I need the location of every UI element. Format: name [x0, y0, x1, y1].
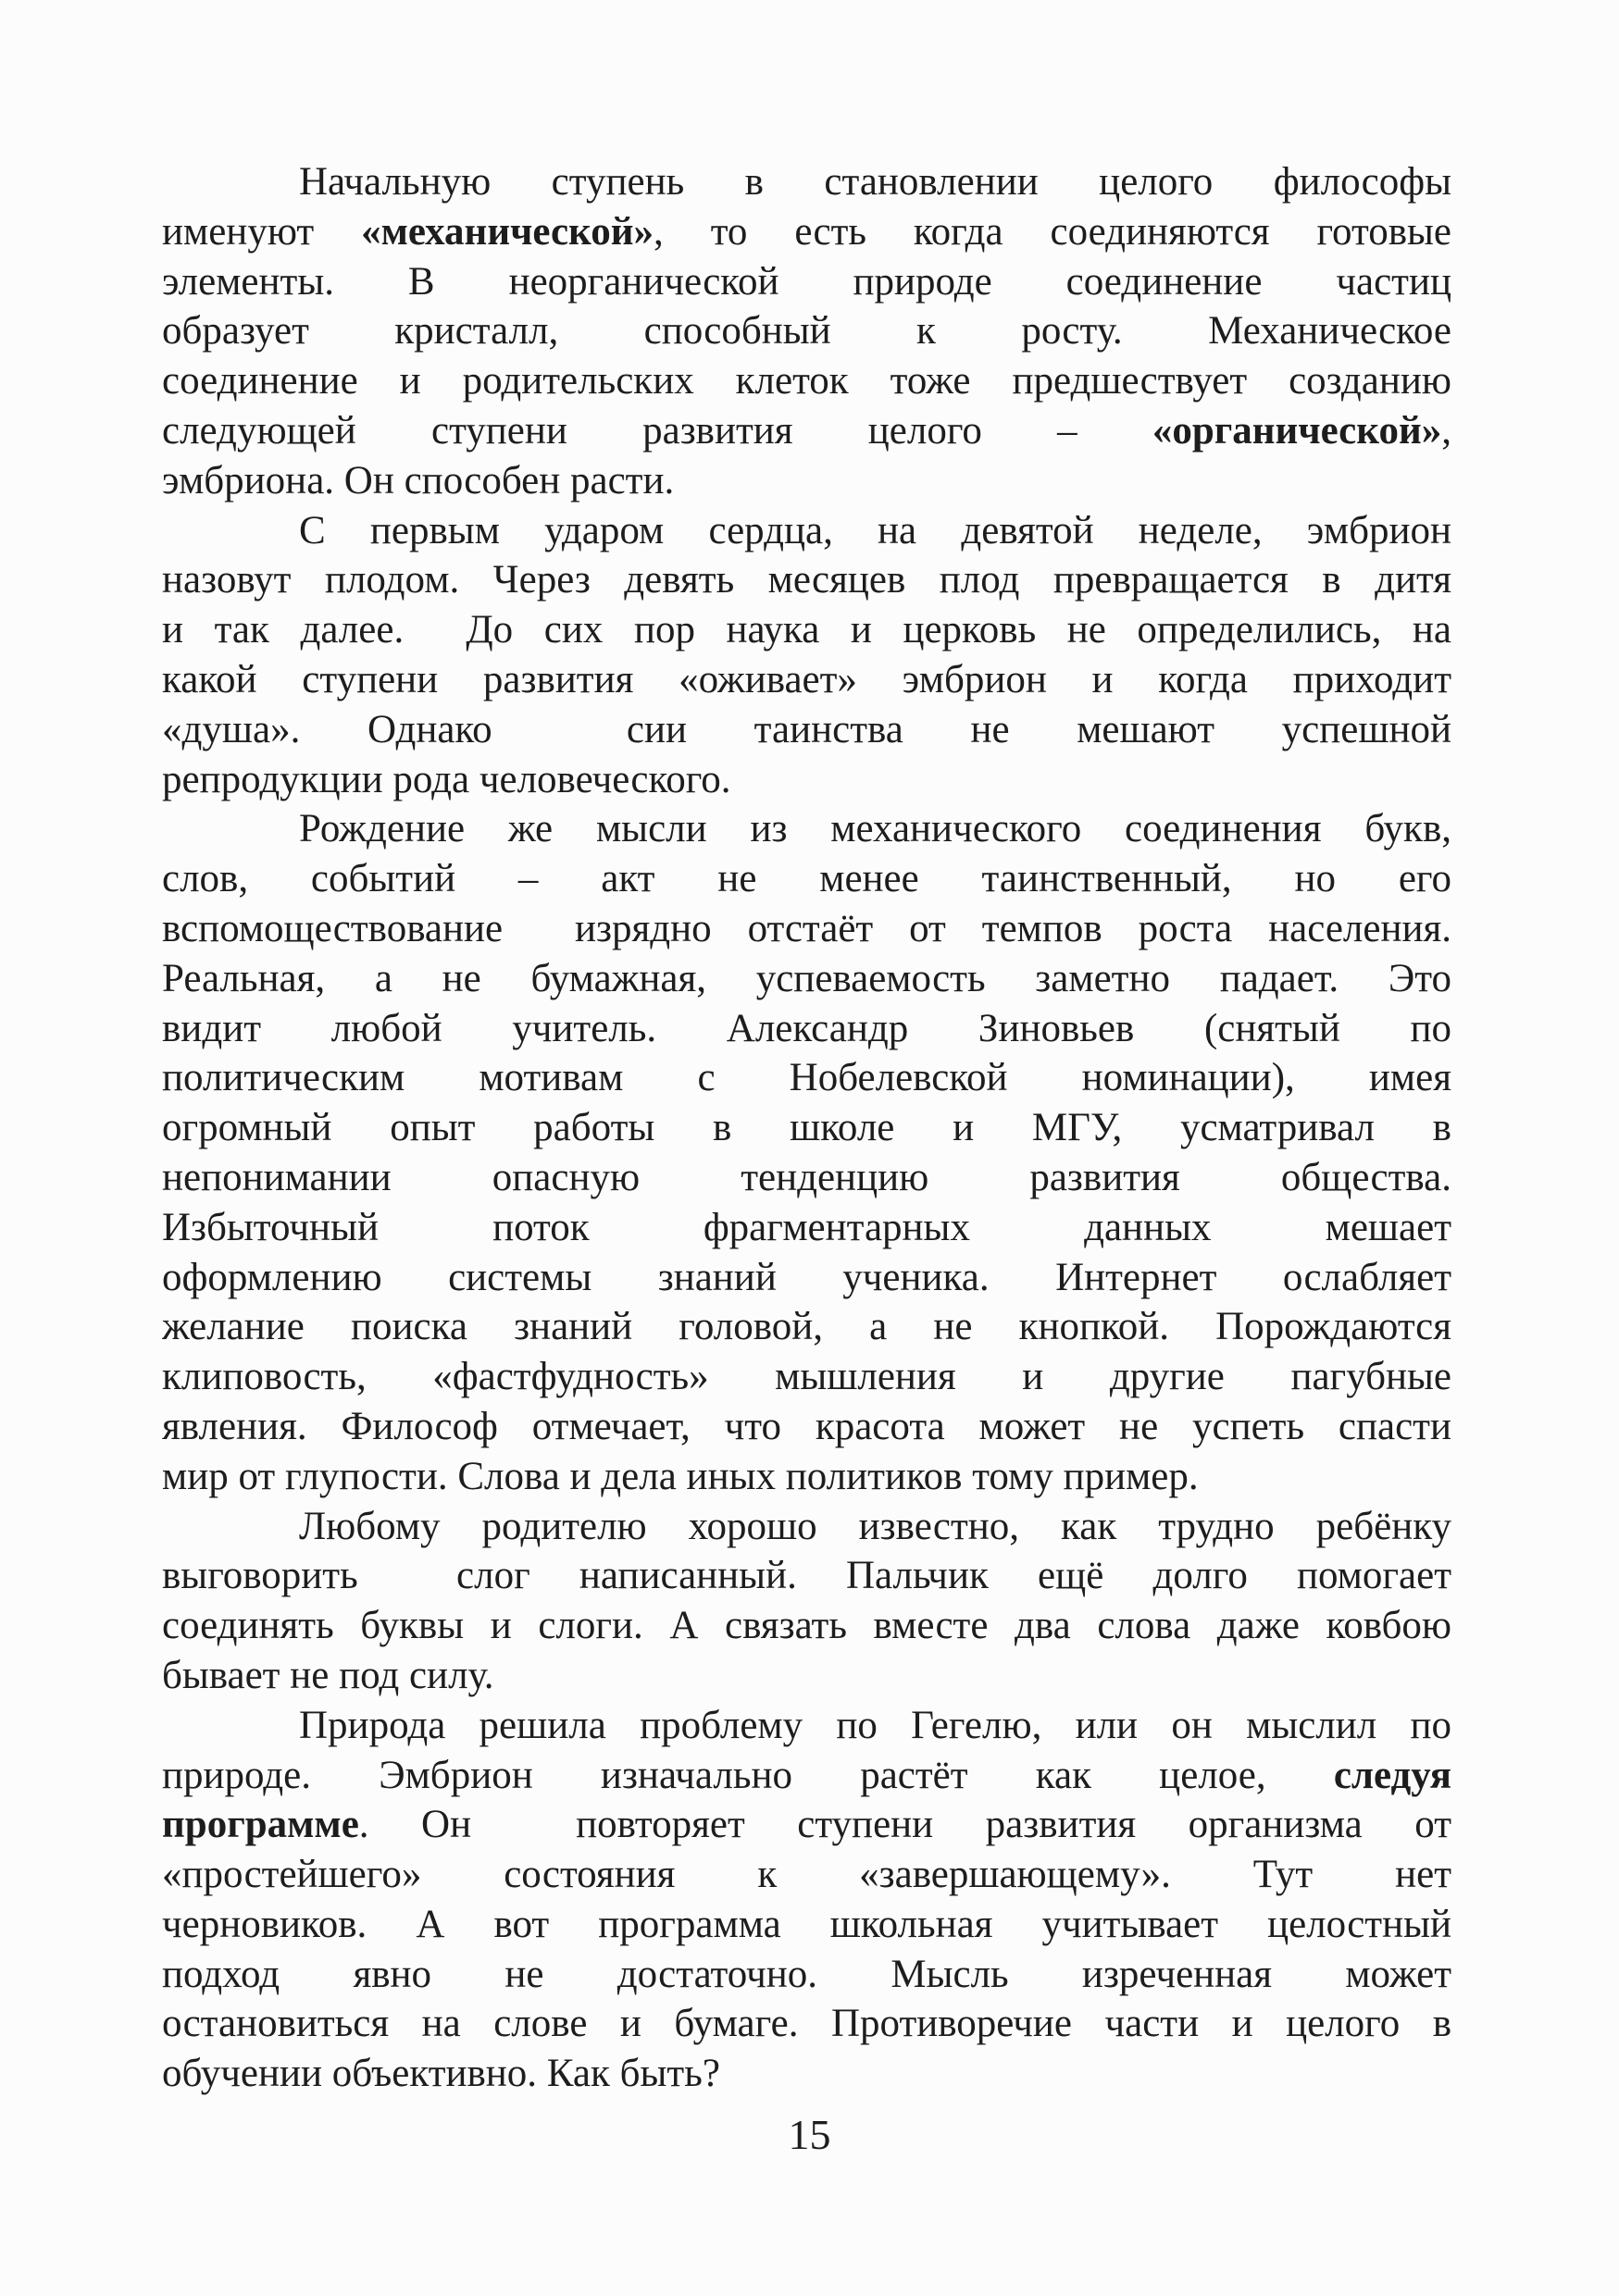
- text-line: и так далее. До сих пор наука и церковь не определились, на: [162, 608, 1451, 652]
- text-line: огромный опыт работы в школе и МГУ, усматривал в: [162, 1106, 1451, 1150]
- text-line: выговорить слог написанный. Пальчик ещё долго помогает: [162, 1554, 1451, 1598]
- text-line: оформлению системы знаний ученика. Интернет ослабляет: [162, 1255, 1451, 1299]
- text-line: черновиков. А вот программа школьная учитывает целостный: [162, 1902, 1451, 1946]
- text-line: следующей ступени развития целого – «органической»,: [162, 408, 1451, 453]
- text-line: явления. Философ отмечает, что красота может не успеть спасти: [162, 1404, 1451, 1448]
- text-line: видит любой учитель. Александр Зиновьев (снятый по: [162, 1006, 1451, 1050]
- text-line: «простейшего» состояния к «завершающему». Тут нет: [162, 1853, 1451, 1897]
- text-line: соединение и родительских клеток тоже предшествует созданию: [162, 359, 1451, 403]
- text-line: желание поиска знаний головой, а не кнопкой. Порождаются: [162, 1305, 1451, 1349]
- body-text: [162, 157, 1451, 2099]
- text-line: назовут плодом. Через девять месяцев плод превращается в дитя: [162, 558, 1451, 602]
- text-line: Природа решила проблему по Гегелю, или он мыслил по: [299, 1703, 1451, 1747]
- text-line: вспомоществование изрядно отстаёт от темпов роста населения.: [162, 906, 1451, 950]
- text-line: клиповость, «фастфудность» мышления и другие пагубные: [162, 1355, 1451, 1399]
- text-line: мир от глупости. Слова и дела иных политиков тому пример.: [162, 1454, 1199, 1498]
- text-line: Избыточный поток фрагментарных данных мешает: [162, 1205, 1451, 1249]
- text-line: эмбриона. Он способен расти.: [162, 458, 675, 503]
- text-line: подход явно не достаточно. Мысль изреченная может: [162, 1952, 1451, 1996]
- text-line: Рождение же мысли из механического соединения букв,: [299, 807, 1451, 851]
- text-line: бывает не под силу.: [162, 1653, 494, 1697]
- text-line: природе. Эмбрион изначально растёт как целое, следуя: [162, 1753, 1451, 1797]
- text-line: С первым ударом сердца, на девятой неделе, эмбрион: [299, 508, 1451, 552]
- text-line: репродукции рода человеческого.: [162, 757, 731, 801]
- text-line: остановиться на слове и бумаге. Противоречие части и целого в: [162, 2002, 1451, 2046]
- text-line: элементы. В неорганической природе соединение частиц: [162, 259, 1451, 304]
- text-line: политическим мотивам с Нобелевской номинации), имея: [162, 1056, 1451, 1100]
- text-line: именуют «механической», то есть когда соединяются готовые: [162, 209, 1451, 254]
- text-line: слов, событий – акт не менее таинственный, но его: [162, 857, 1451, 901]
- text-line: образует кристалл, способный к росту. Механическое: [162, 309, 1451, 354]
- text-line: Любому родителю хорошо известно, как трудно ребёнку: [299, 1504, 1451, 1548]
- text-line: Реальная, а не бумажная, успеваемость заметно падает. Это: [162, 956, 1451, 1000]
- text-line: обучении объективно. Как быть?: [162, 2052, 720, 2096]
- page-number: 15: [788, 2111, 831, 2158]
- text-line: программе. Он повторяет ступени развития организма от: [162, 1803, 1451, 1847]
- text-line: какой ступени развития «оживает» эмбрион и когда приходит: [162, 657, 1451, 701]
- text-line: Начальную ступень в становлении целого философы: [299, 160, 1451, 204]
- text-line: непонимании опасную тенденцию развития общества.: [162, 1155, 1451, 1199]
- text-line: соединять буквы и слоги. А связать вместе два слова даже ковбою: [162, 1604, 1451, 1648]
- text-line: «душа». Однако сии таинства не мешают успешной: [162, 707, 1451, 751]
